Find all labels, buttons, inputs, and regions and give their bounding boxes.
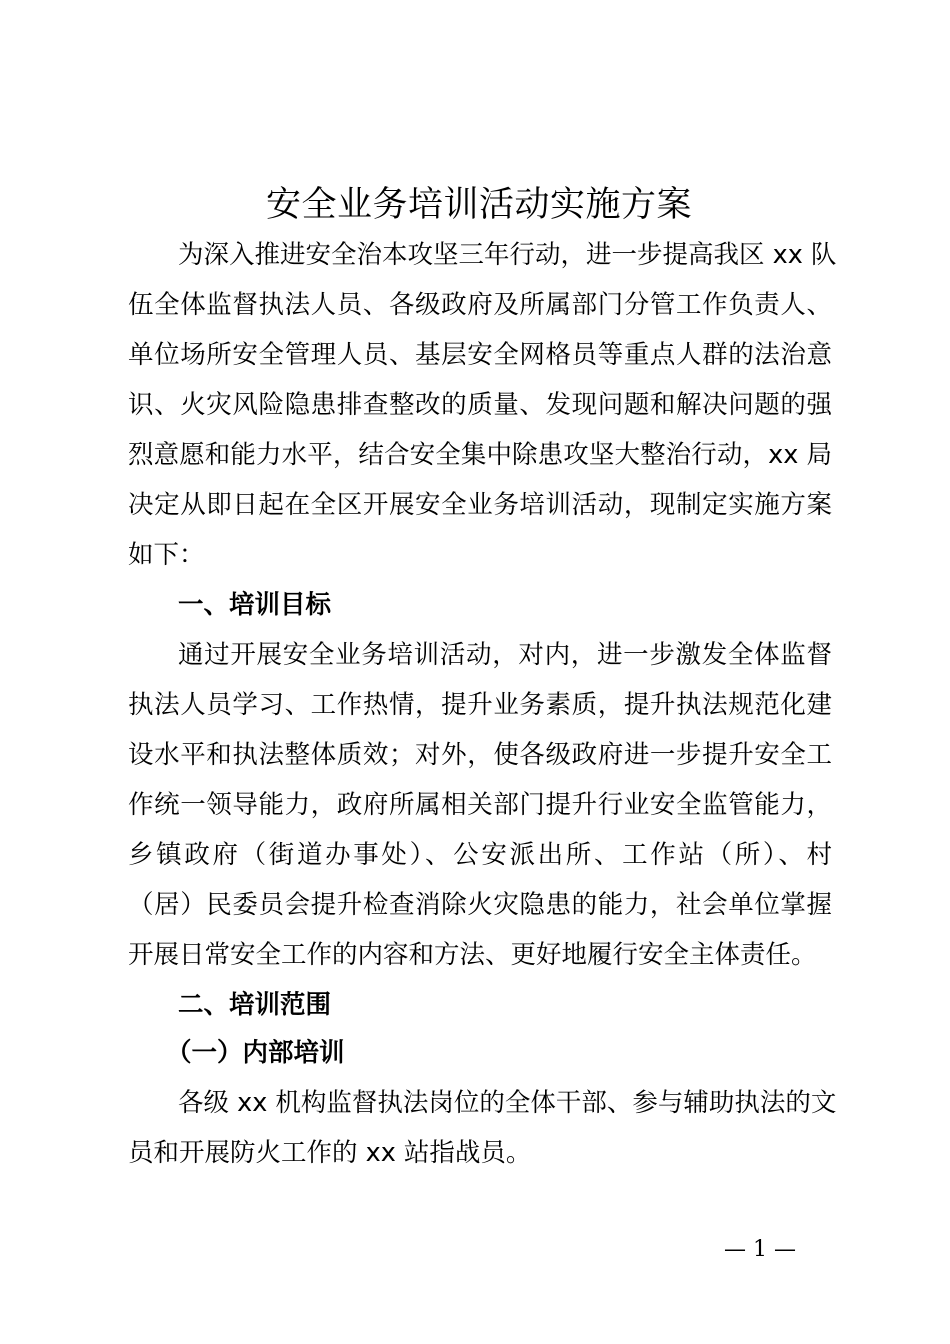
intro-line: 烈意愿和能力水平，结合安全集中除患攻坚大整治行动，xx 局 xyxy=(128,440,832,470)
section1-line: （居）民委员会提升检查消除火灾隐患的能力，社会单位掌握 xyxy=(128,890,832,920)
intro-line: 识、火灾风险隐患排查整改的质量、发现问题和解决问题的强 xyxy=(128,390,832,420)
intro-line: 决定从即日起在全区开展安全业务培训活动，现制定实施方案 xyxy=(128,490,832,520)
page-number: — 1 — xyxy=(724,1237,796,1262)
subsection-heading-internal-training: （一）内部培训 xyxy=(166,1038,345,1068)
section1-line: 执法人员学习、工作热情，提升业务素质，提升执法规范化建 xyxy=(128,690,832,720)
section1-line: 作统一领导能力，政府所属相关部门提升行业安全监管能力， xyxy=(128,790,832,820)
section1-line: 乡镇政府（街道办事处）、公安派出所、工作站（所）、村 xyxy=(128,840,832,870)
document-title: 安全业务培训活动实施方案 xyxy=(265,185,692,225)
section1-line: 设水平和执法整体质效；对外，使各级政府进一步提升安全工 xyxy=(128,740,832,770)
section2-line: 员和开展防火工作的 xx 站指战员。 xyxy=(128,1138,532,1168)
intro-line: 单位场所安全管理人员、基层安全网格员等重点人群的法治意 xyxy=(128,340,832,370)
section2-line: 各级 xx 机构监督执法岗位的全体干部、参与辅助执法的文 xyxy=(178,1088,837,1118)
intro-line: 伍全体监督执法人员、各级政府及所属部门分管工作负责人、 xyxy=(128,290,832,320)
intro-line: 为深入推进安全治本攻坚三年行动，进一步提高我区 xx 队 xyxy=(178,240,837,270)
section1-line: 开展日常安全工作的内容和方法、更好地履行安全主体责任。 xyxy=(128,940,817,970)
section-heading-training-scope: 二、培训范围 xyxy=(178,990,332,1020)
section1-line: 通过开展安全业务培训活动，对内，进一步激发全体监督 xyxy=(178,640,832,670)
intro-line: 如下： xyxy=(128,540,205,570)
section-heading-training-goals: 一、培训目标 xyxy=(178,590,332,620)
